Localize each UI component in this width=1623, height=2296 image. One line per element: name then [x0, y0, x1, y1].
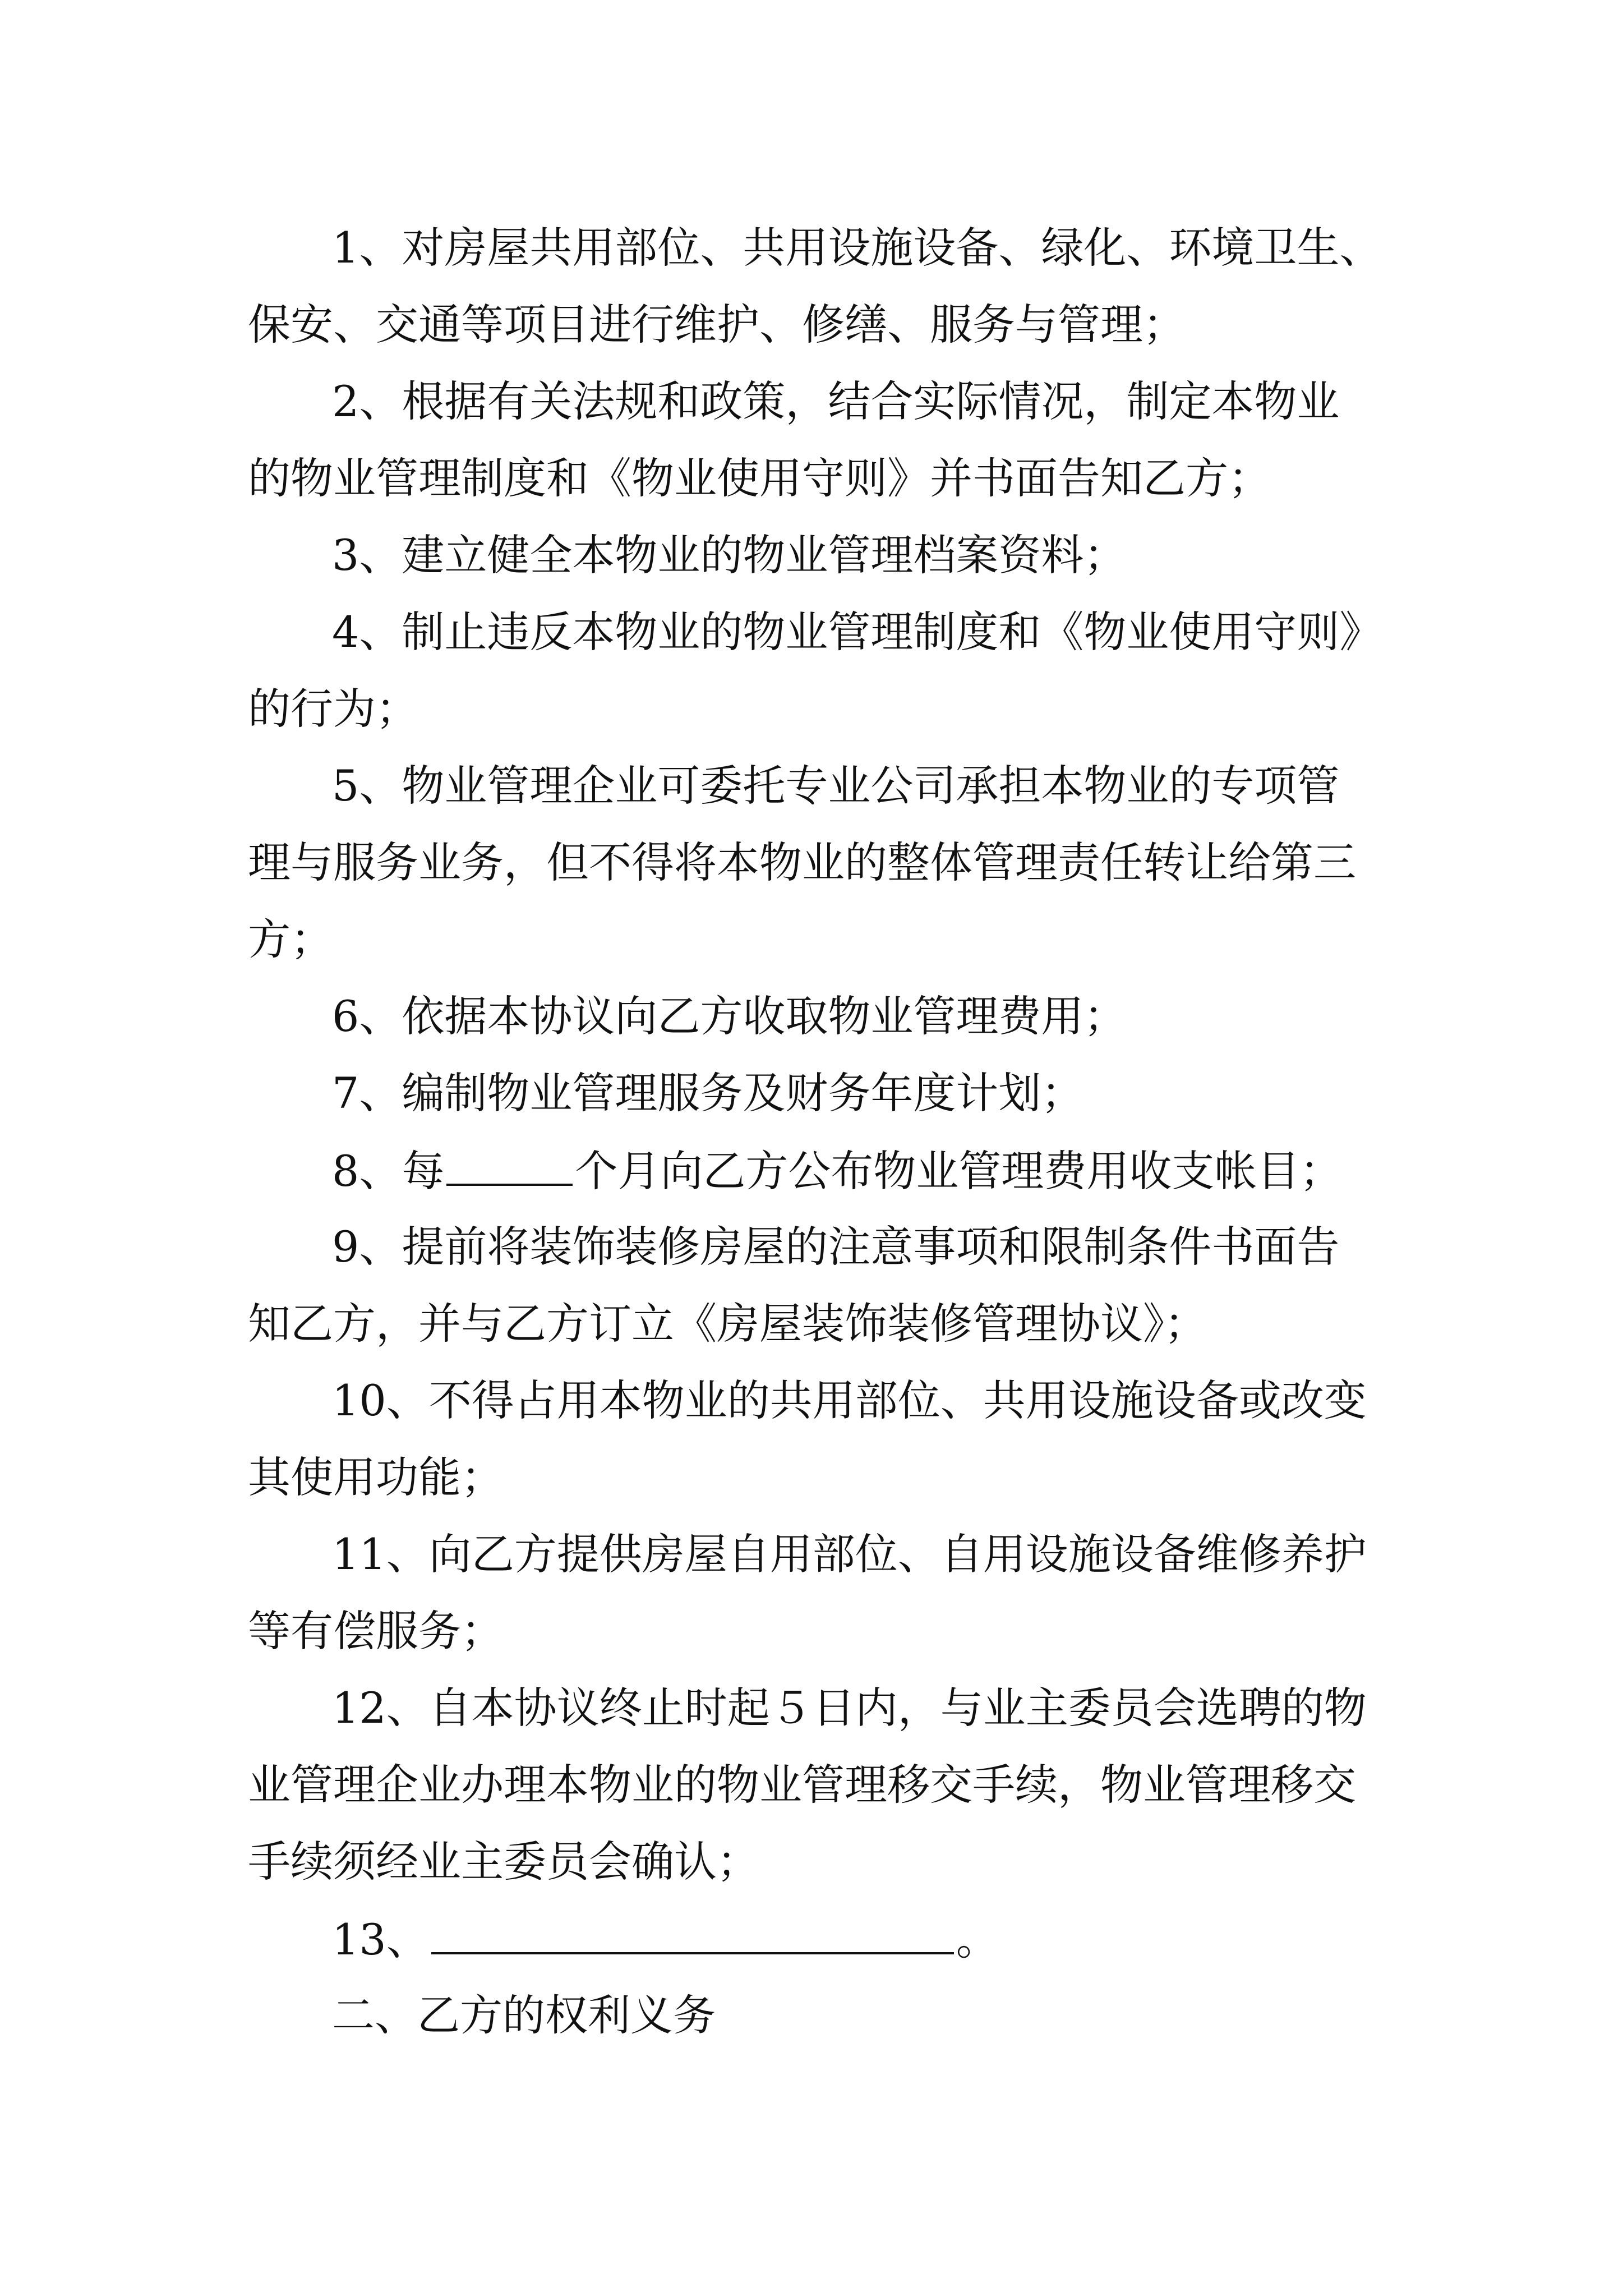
clause-10-line-2: 其使用功能；: [248, 1452, 504, 1502]
clause-8-prefix: 8、每: [332, 1146, 445, 1196]
clause-5-line-1: 5、物业管理企业可委托专业公司承担本物业的专项管: [332, 761, 1340, 811]
clause-8-suffix: 个月向乙方公布物业管理费用收支帐目；: [575, 1146, 1343, 1196]
clause-11-line-1: 11、向乙方提供房屋自用部位、自用设施设备维修养护: [332, 1529, 1367, 1579]
clause-8-line-1: [248, 1142, 1398, 1219]
clause-1-line-1: 1、对房屋共用部位、共用设施设备、绿化、环境卫生、: [332, 223, 1382, 273]
clause-9-line-1: 9、提前将装饰装修房屋的注意事项和限制条件书面告: [332, 1222, 1340, 1272]
clause-10-line-1: 10、不得占用本物业的共用部位、共用设施设备或改变: [332, 1375, 1367, 1425]
clause-9-line-2: 知乙方，并与乙方订立《房屋装饰装修管理协议》；: [248, 1299, 1207, 1349]
clause-5-line-3: 方；: [248, 914, 333, 964]
clause-12-line-2: 业管理企业办理本物业的物业管理移交手续，物业管理移交: [248, 1760, 1356, 1810]
clause-8-month-blank: [446, 1142, 573, 1186]
clause-4-line-1: 4、制止违反本物业的物业管理制度和《物业使用守则》: [332, 607, 1382, 657]
clause-11-line-2: 等有偿服务；: [248, 1606, 504, 1656]
clause-5-line-2: 理与服务业务，但不得将本物业的整体管理责任转让给第三: [248, 838, 1356, 887]
section-heading-party-b-rights: 二、乙方的权利义务: [332, 1990, 716, 2040]
clause-3-line-1: 3、建立健全本物业的物业管理档案资料；: [332, 530, 1127, 580]
clause-13-line-1: [248, 1911, 1398, 1987]
clause-13-suffix: 。: [956, 1915, 999, 1964]
clause-13-prefix: 13、: [332, 1915, 429, 1964]
clause-7-line-1: 7、编制物业管理服务及财务年度计划；: [332, 1068, 1084, 1118]
document-body: [248, 220, 1398, 2064]
clause-6-line-1: 6、依据本协议向乙方收取物业管理费用；: [332, 991, 1127, 1041]
clause-13-blank: [431, 1911, 954, 1954]
clause-12-line-3: 手续须经业主委员会确认；: [248, 1837, 759, 1887]
clause-12-line-1: 12、自本协议终止时起５日内，与业主委员会选聘的物: [332, 1683, 1367, 1733]
clause-1-line-2: 保安、交通等项目进行维护、修缮、服务与管理；: [248, 300, 1186, 349]
clause-2-line-1: 2、根据有关法规和政策，结合实际情况，制定本物业: [332, 376, 1340, 426]
clause-4-line-2: 的行为；: [248, 684, 418, 734]
clause-2-line-2: 的物业管理制度和《物业使用守则》并书面告知乙方；: [248, 453, 1271, 503]
